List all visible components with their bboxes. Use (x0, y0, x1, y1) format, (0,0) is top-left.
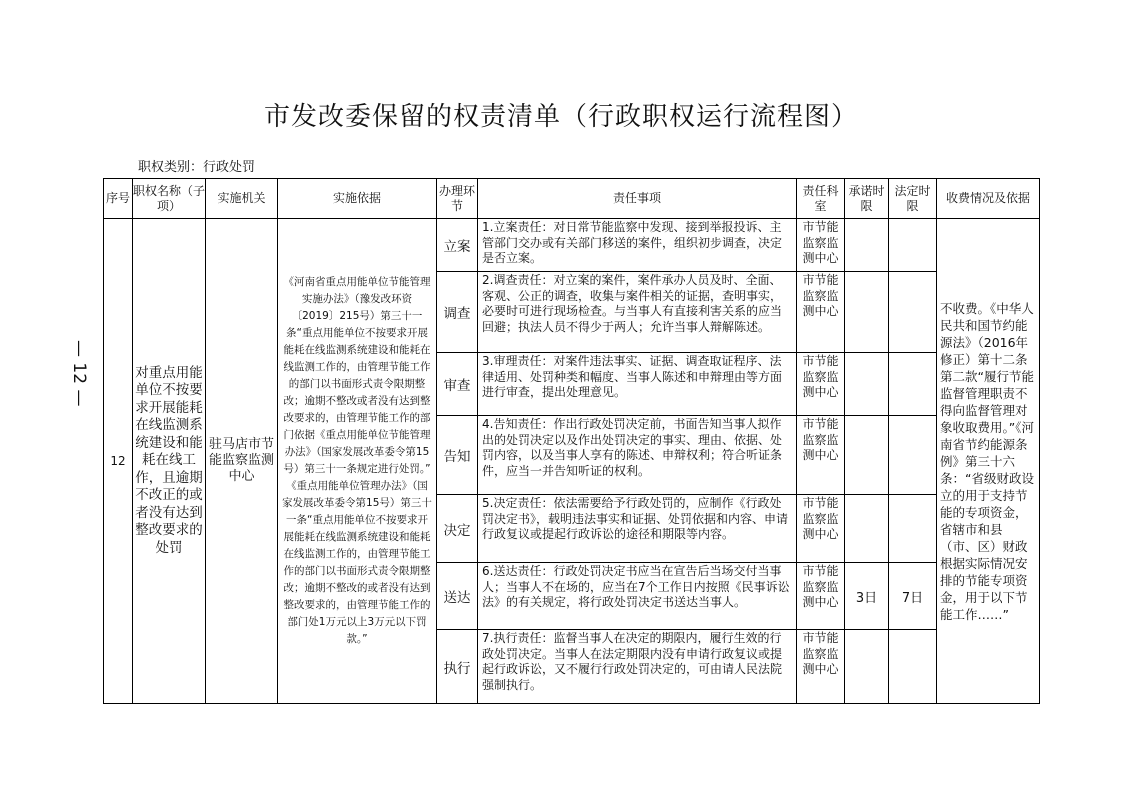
page-number (68, 340, 90, 406)
power-category: 职权类别：行政处罚 (138, 160, 256, 175)
duty-cell: 5.决定责任：依法需要给予行政处罚的，应制作《行政处罚决定书》，载明违法事实和证据、处罚依据和内容、申请行政复议或提起行政诉讼的途径和期限等内容。 (478, 495, 797, 563)
dept-cell: 市节能监察监测中心 (797, 495, 845, 563)
legal-limit-cell: 7日 (889, 563, 937, 630)
duty-cell: 7.执行责任：监督当事人在决定的期限内，履行生效的行政处罚决定。当事人在法定期限内没有申请行政复议或提起行政诉讼，又不履行行政处罚决定的，可由请人民法院强制执行。 (478, 630, 797, 704)
legal-limit-cell (889, 272, 937, 353)
phase-cell: 执行 (437, 630, 478, 704)
commit-limit-cell (845, 353, 889, 416)
header-name: 职权名称（子项） (133, 179, 206, 219)
commit-limit-cell (845, 219, 889, 272)
commit-limit-cell (845, 495, 889, 563)
duty-cell: 3.审理责任：对案件违法事实、证据、调查取证程序、法律适用、处罚种类和幅度、当事人陈述和申辩理由等方面进行审查，提出处理意见。 (478, 353, 797, 416)
phase-cell: 立案 (437, 219, 478, 272)
legal-basis-1: 《河南省重点用能单位节能管理实施办法》（豫发改环资〔2019〕215号）第三十一条“重点用能单位不按要求开展能耗在线监测系统建设和能耗在线监测工作的，由管理节能工作的部门以书面形式责令限期整改；逾期不整改或者没有达到整改要求的，由管理节能工作的部门依据《重点用能单位节能管理办法》（国家发展改革委令第15号）第三十一条规定进行处罚。” (283, 276, 431, 475)
commit-limit-cell (845, 416, 889, 495)
legal-limit-cell (889, 416, 937, 495)
dept-cell: 市节能监察监测中心 (797, 563, 845, 630)
dept-cell: 市节能监察监测中心 (797, 630, 845, 704)
dept-cell: 市节能监察监测中心 (797, 219, 845, 272)
phase-cell: 送达 (437, 563, 478, 630)
header-phase: 办理环节 (437, 179, 478, 219)
implementing-agency: 驻马店市节能监察监测中心 (206, 219, 278, 704)
duty-cell: 6.送达责任：行政处罚决定书应当在宣告后当场交付当事人；当事人不在场的，应当在7个工作日内按照《民事诉讼法》的有关规定，将行政处罚决定书送达当事人。 (478, 563, 797, 630)
page-number-text: — 12 — (69, 340, 89, 407)
legal-basis-2: 《重点用能单位管理办法》（国家发展改革委令第15号）第三十一条“重点用能单位不按要求开展能耗在线监测系统建设和能耗在线监测工作的，由管理节能工作的部门以书面形式责令限期整改；逾期不整改的或者没有达到整改要求的，由管理节能工作的部门处1万元以上3万元以下罚款。” (282, 480, 432, 645)
commit-limit-cell (845, 630, 889, 704)
dept-cell: 市节能监察监测中心 (797, 353, 845, 416)
commit-limit-cell (845, 272, 889, 353)
header-agency: 实施机关 (206, 179, 278, 219)
duty-cell: 4.告知责任：作出行政处罚决定前，书面告知当事人拟作出的处罚决定以及作出处罚决定的事实、理由、依据、处罚内容，以及当事人享有的陈述、申辩权利；符合听证条件，应当一并告知听证的权利。 (478, 416, 797, 495)
header-duty: 责任事项 (478, 179, 797, 219)
dept-cell: 市节能监察监测中心 (797, 416, 845, 495)
legal-limit-cell (889, 495, 937, 563)
commit-limit-cell: 3日 (845, 563, 889, 630)
power-name: 对重点用能单位不按要求开展能耗在线监测系统建设和能耗在线工作，且逾期不改正的或者没有达到整改要求的处罚 (133, 219, 206, 704)
legal-limit-cell (889, 630, 937, 704)
phase-cell: 审查 (437, 353, 478, 416)
duty-cell: 2.调查责任：对立案的案件，案件承办人员及时、全面、客观、公正的调查，收集与案件相关的证据，查明事实，必要时可进行现场检查。与当事人有直接利害关系的应当回避；执法人员不得少于两人；允许当事人辩解陈述。 (478, 272, 797, 353)
table-header-row (104, 179, 1040, 219)
header-dept: 责任科室 (797, 179, 845, 219)
document-title: 市发改委保留的权责清单（行政职权运行流程图） (263, 102, 858, 132)
header-basis: 实施依据 (278, 179, 437, 219)
power-list-table (103, 178, 1040, 704)
legal-limit-cell (889, 219, 937, 272)
duty-cell: 1.立案责任：对日常节能监察中发现、接到举报投诉、主管部门交办或有关部门移送的案件，组织初步调查，决定是否立案。 (478, 219, 797, 272)
header-commit-limit: 承诺时限 (845, 179, 889, 219)
table-row (104, 219, 1040, 272)
phase-cell: 告知 (437, 416, 478, 495)
fee-basis: 不收费。《中华人民共和国节约能源法》（2016年修正）第十二条第二款“履行节能监督管理职责不得向监督管理对象收取费用。”《河南省节约能源条例》第三十六条：“省级财政设立的用于支持节能的专项资金，省辖市和县（市、区）财政根据实际情况安排的节能专项资金，用于以下节能工作……” (937, 219, 1040, 704)
row-seq: 12 (104, 219, 133, 704)
phase-cell: 调查 (437, 272, 478, 353)
phase-cell: 决定 (437, 495, 478, 563)
header-seq: 序号 (104, 179, 133, 219)
header-legal-limit: 法定时限 (889, 179, 937, 219)
header-fee: 收费情况及依据 (937, 179, 1040, 219)
legal-limit-cell (889, 353, 937, 416)
legal-basis (278, 219, 437, 704)
dept-cell: 市节能监察监测中心 (797, 272, 845, 353)
